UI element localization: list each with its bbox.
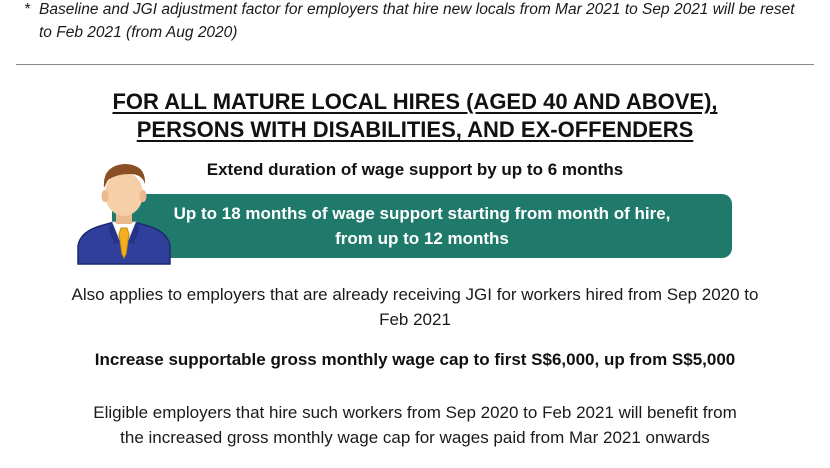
footnote-marker: * [24, 1, 31, 18]
duration-subheading: Extend duration of wage support by up to 6 months [206, 160, 624, 179]
footnote-text: Baseline and JGI adjustment factor for employers that hire new locals from Mar 2021 to Sep 2021 will be reset to Feb 2021 (from Aug 2020) [39, 1, 795, 41]
headline-line-2: PERSONS WITH DISABILITIES, AND EX-OFFENDERS [136, 117, 694, 142]
existing-employers-note: Also applies to employers that are already receiving JGI for workers hired from Sep 2020 to Feb 2021 [71, 285, 759, 329]
banner-line-2: from up to 12 months [335, 229, 509, 248]
headline-line-1: FOR ALL MATURE LOCAL HIRES (AGED 40 AND ABOVE), [112, 89, 718, 114]
eligible-employers-note: Eligible employers that hire such workers from Sep 2020 to Feb 2021 will benefit from the increased gross monthly wage cap for wages paid from Mar 2021 onwards [93, 403, 737, 447]
businessman-icon [76, 158, 172, 268]
wage-cap-subheading: Increase supportable gross monthly wage cap to first S$6,000, up from S$5,000 [94, 350, 736, 369]
section-divider [16, 64, 814, 65]
banner-line-1: Up to 18 months of wage support starting from month of hire, [173, 204, 671, 223]
headline [0, 88, 830, 144]
banner-text [142, 201, 702, 251]
wage-support-banner [112, 194, 732, 258]
footnote [24, 0, 804, 44]
